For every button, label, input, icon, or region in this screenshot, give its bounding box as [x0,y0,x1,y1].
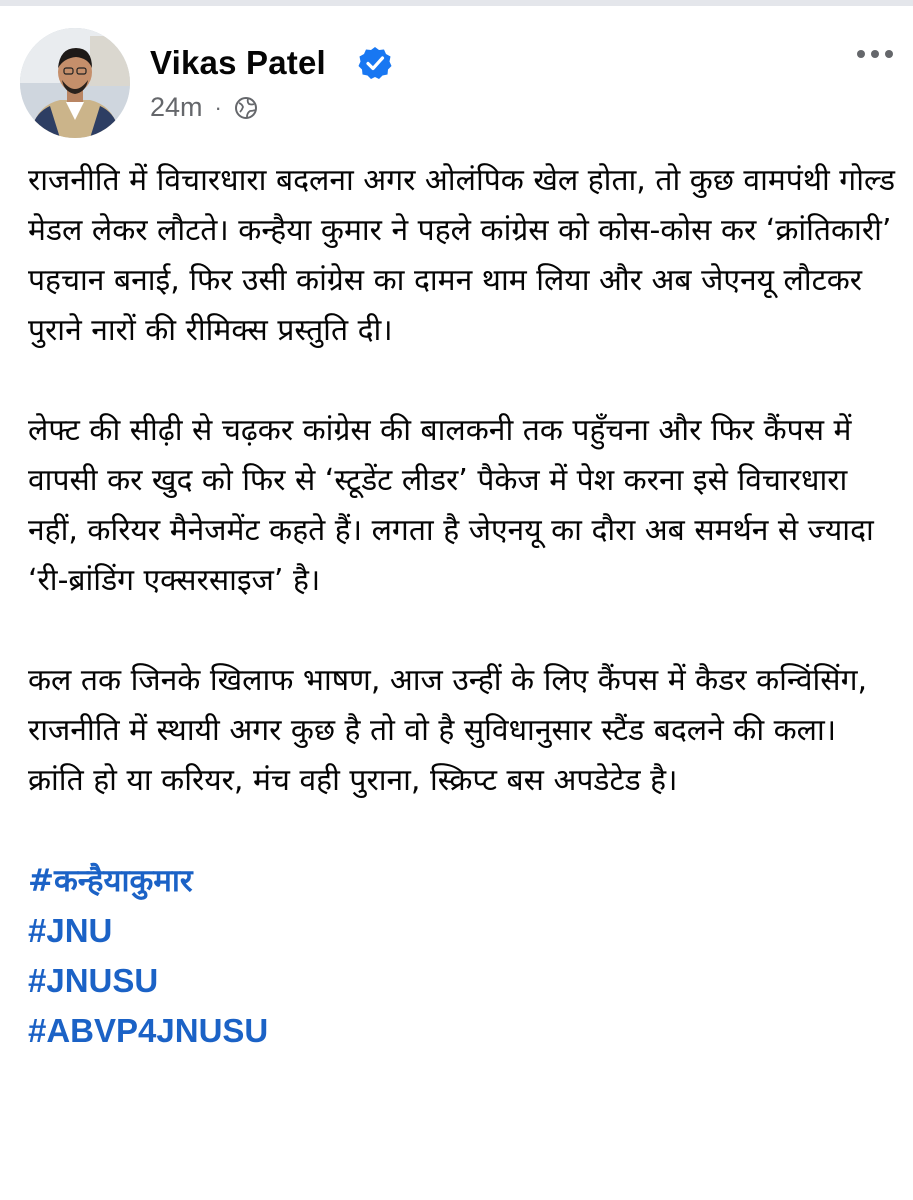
more-options-icon[interactable] [857,50,893,58]
post-timestamp[interactable]: 24m [150,92,203,122]
meta-separator: · [214,94,222,120]
post-paragraph: राजनीति में विचारधारा बदलना अगर ओलंपिक खेल होता, तो कुछ वामपंथी गोल्ड मेडल लेकर लौटते। कन्हैया कुमार ने पहले कांग्रेस को कोस-कोस कर ‘क्रांतिकारी’ पहचान बनाई, फिर उसी कांग्रेस का दामन थाम लिया और अब जेएनयू लौटकर पुराने नारों की रीमिक्स प्रस्तुति दी। [28,163,896,348]
facebook-post [0,6,913,1200]
post-paragraph: कल तक जिनके खिलाफ भाषण, आज उन्हीं के लिए कैंपस में कैडर कन्विंसिंग, राजनीति में स्थायी अगर कुछ है तो वो है सुविधानुसार स्टैंड बदलने की कला। क्रांति हो या करियर, मंच वही पुराना, स्क्रिप्ट बस अपडेटेड है। [28,663,868,798]
post-body [28,156,898,1056]
hashtag-link[interactable]: #ABVP4JNUSU [28,1012,269,1049]
avatar[interactable] [20,28,130,138]
more-dot [885,50,893,58]
hashtag-list [28,856,898,1056]
post-meta [150,92,258,123]
hashtag-link[interactable]: #कन्हैयाकुमार [28,863,193,899]
globe-icon[interactable] [234,96,258,120]
more-dot [871,50,879,58]
avatar-photo [20,28,130,138]
post-paragraph: लेफ्ट की सीढ़ी से चढ़कर कांग्रेस की बालकनी तक पहुँचना और फिर कैंपस में वापसी कर खुद को फिर से ‘स्टूडेंट लीडर’ पैकेज में पेश करना इसे विचारधारा नहीं, करियर मैनेजमेंट कहते हैं। लगता है जेएनयू का दौरा अब समर्थन से ज्यादा ‘री-ब्रांडिंग एक्सरसाइज’ है। [28,413,874,598]
hashtag-link[interactable]: #JNUSU [28,962,159,999]
more-dot [857,50,865,58]
verified-badge-icon [358,46,392,80]
hashtag-link[interactable]: #JNU [28,912,113,949]
author-name[interactable]: Vikas Patel [150,44,326,81]
